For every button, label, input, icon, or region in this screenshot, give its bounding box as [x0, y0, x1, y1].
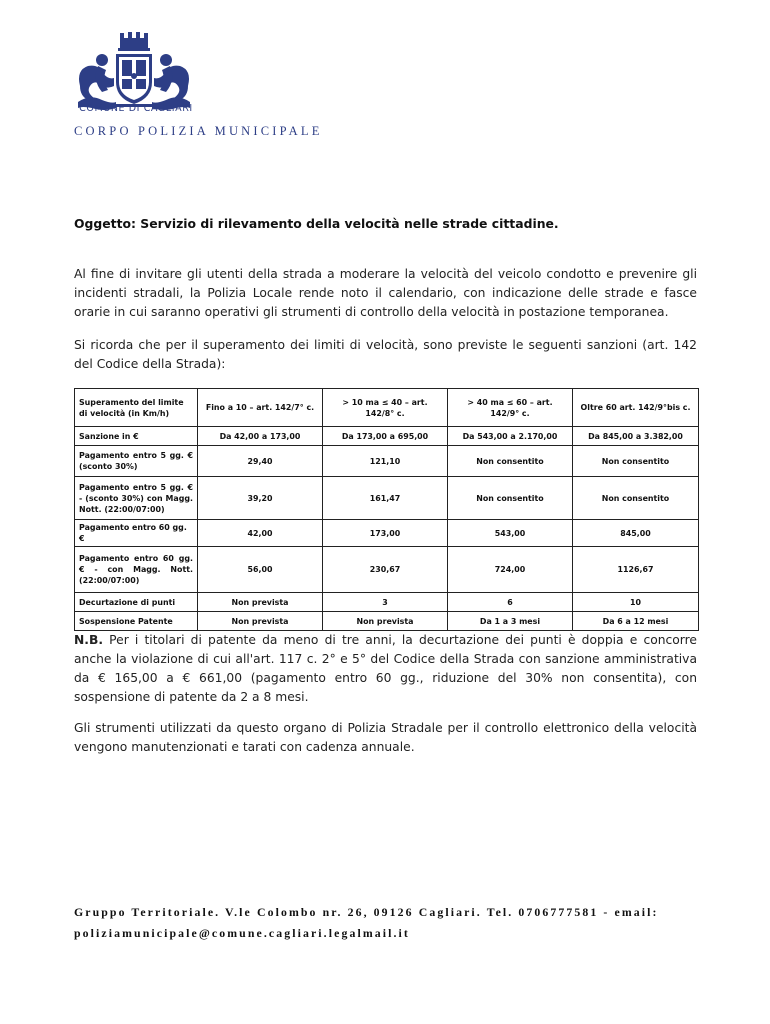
row-label: Sospensione Patente: [75, 612, 198, 631]
table-cell: Non prevista: [323, 612, 448, 631]
header-column: > 10 ma ≤ 40 – art. 142/8° c.: [323, 389, 448, 427]
header-column: Fino a 10 – art. 142/7° c.: [198, 389, 323, 427]
table-cell: 543,00: [448, 520, 573, 547]
table-cell: 42,00: [198, 520, 323, 547]
municipality-name: COMUNE DI CAGLIARI: [79, 103, 193, 114]
table-row: [75, 612, 699, 631]
table-cell: 39,20: [198, 477, 323, 520]
header-speed-label: Superamento del limite di velocità (in Km/h): [75, 389, 198, 427]
table-cell: 1126,67: [573, 547, 699, 593]
instruments-paragraph: Gli strumenti utilizzati da questo organo di Polizia Stradale per il controllo elettronico della velocità vengono manutenzionati e tarati con cadenza annuale.: [74, 721, 697, 754]
header-column: > 40 ma ≤ 60 – art. 142/9° c.: [448, 389, 573, 427]
table-cell: 724,00: [448, 547, 573, 593]
footer-address: Gruppo Territoriale. V.le Colombo nr. 26, 09126 Cagliari. Tel. 0706777581 - email:: [74, 905, 659, 919]
table-cell: 29,40: [198, 446, 323, 477]
document-subject: Oggetto: Servizio di rilevamento della velocità nelle strade cittadine.: [74, 216, 559, 231]
department-name: CORPO POLIZIA MUNICIPALE: [74, 124, 323, 138]
table-cell: Da 845,00 a 3.382,00: [573, 427, 699, 446]
table-cell: Da 6 a 12 mesi: [573, 612, 699, 631]
row-label: Pagamento entro 60 gg. €: [75, 520, 198, 547]
nb-label: N.B.: [74, 633, 104, 647]
table-cell: 230,67: [323, 547, 448, 593]
footer-email: poliziamunicipale@comune.cagliari.legalmail.it: [74, 926, 410, 940]
table-row: [75, 547, 699, 593]
table-cell: Da 543,00 a 2.170,00: [448, 427, 573, 446]
table-cell: Non prevista: [198, 593, 323, 612]
intro-paragraph: Al fine di invitare gli utenti della strada a moderare la velocità del veicolo condotto e prevenire gli incidenti stradali, la Polizia Locale rende noto il calendario, con indicazione delle strade e fasce orarie in cui saranno operativi gli strumenti di controllo della velocità in postazione temporanea.: [74, 267, 697, 319]
nb-paragraph: [74, 631, 697, 707]
table-cell: 6: [448, 593, 573, 612]
table-cell: 173,00: [323, 520, 448, 547]
table-cell: 845,00: [573, 520, 699, 547]
table-row: [75, 477, 699, 520]
table-cell: 10: [573, 593, 699, 612]
table-row: [75, 520, 699, 547]
row-label: Decurtazione di punti: [75, 593, 198, 612]
table-row: [75, 593, 699, 612]
table-cell: 3: [323, 593, 448, 612]
table-cell: 121,10: [323, 446, 448, 477]
row-label: Pagamento entro 60 gg. € - con Magg. Nott. (22:00/07:00): [75, 547, 198, 593]
table-cell: Da 173,00 a 695,00: [323, 427, 448, 446]
table-cell: Da 1 a 3 mesi: [448, 612, 573, 631]
table-cell: Non consentito: [448, 446, 573, 477]
header-column: Oltre 60 art. 142/9°bis c.: [573, 389, 699, 427]
table-cell: 161,47: [323, 477, 448, 520]
table-cell: Non consentito: [573, 446, 699, 477]
table-header-row: [75, 389, 699, 427]
row-label: Sanzione in €: [75, 427, 198, 446]
sanctions-reminder-paragraph: Si ricorda che per il superamento dei limiti di velocità, sono previste le seguenti sanzioni (art. 142 del Codice della Strada):: [74, 338, 697, 371]
table-row: [75, 427, 699, 446]
table-cell: 56,00: [198, 547, 323, 593]
sanctions-table: [74, 388, 699, 631]
table-cell: Non consentito: [573, 477, 699, 520]
nb-text: Per i titolari di patente da meno di tre anni, la decurtazione dei punti è doppia e concorre anche la violazione di cui all'art. 117 c. 2° e 5° del Codice della Strada con sanzione amministrativa da € 165,00 a € 661,00 (pagamento entro 60 gg., riduzione del 30% non consentita), con sospensione di patente da 2 a 8 mesi.: [74, 633, 697, 704]
table-cell: Non prevista: [198, 612, 323, 631]
table-cell: Non consentito: [448, 477, 573, 520]
row-label: Pagamento entro 5 gg. € - (sconto 30%) con Magg. Nott. (22:00/07:00): [75, 477, 198, 520]
row-label: Pagamento entro 5 gg. € (sconto 30%): [75, 446, 198, 477]
table-row: [75, 446, 699, 477]
table-cell: Da 42,00 a 173,00: [198, 427, 323, 446]
